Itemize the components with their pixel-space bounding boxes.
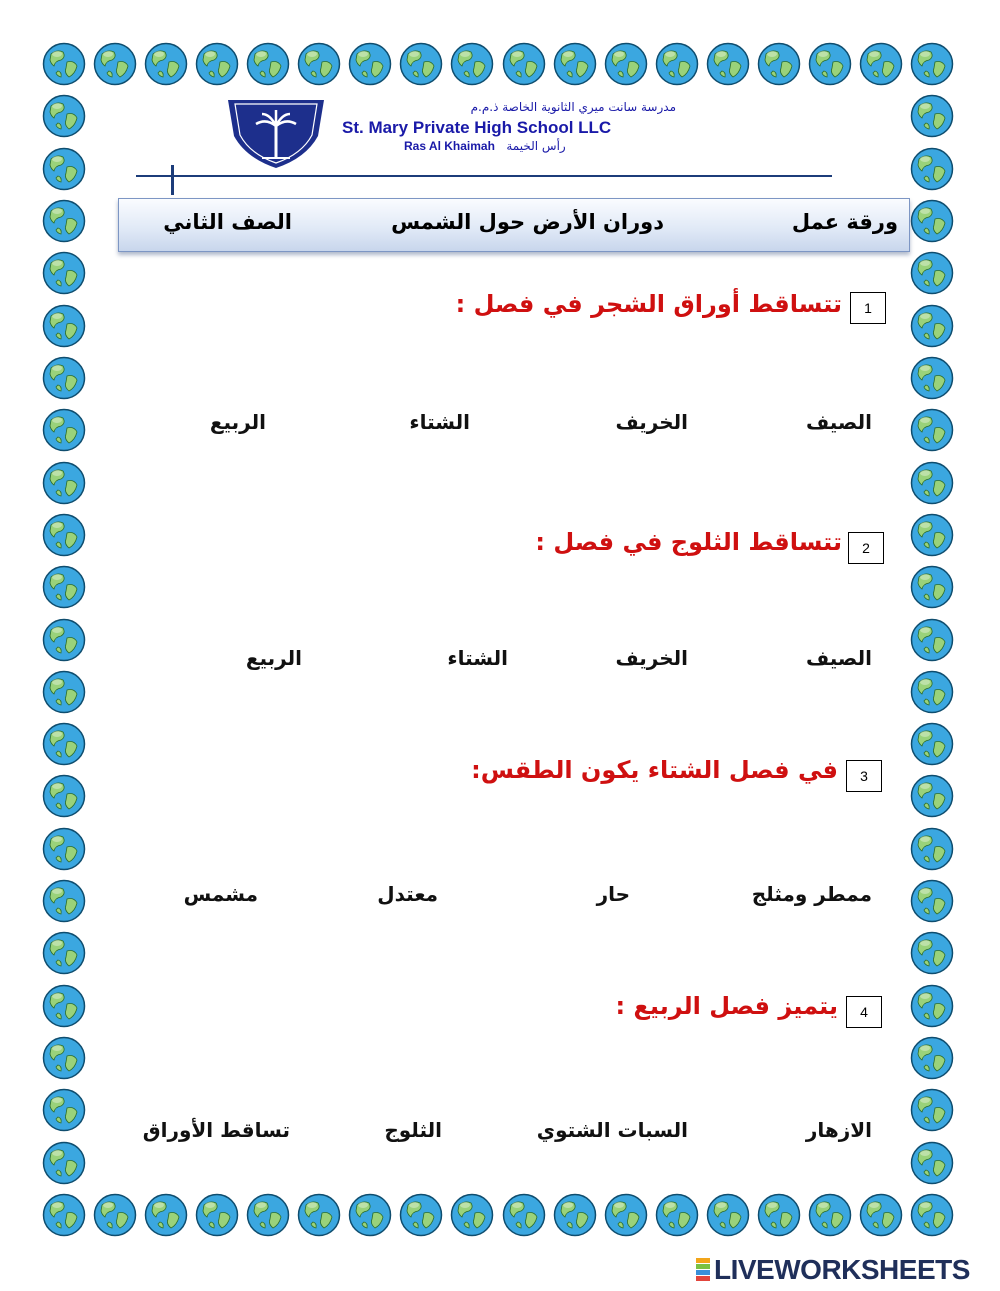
liveworksheets-mark-icon [696,1258,710,1282]
globe-icon [910,42,954,86]
globe-icon [42,827,86,871]
question-1-text: تتساقط أوراق الشجر في فصل : [455,290,842,318]
globe-icon [297,42,341,86]
globe-icon [910,1088,954,1132]
globe-icon [910,618,954,662]
question-1-number: 1 [850,292,886,324]
globe-icon [42,147,86,191]
globe-icon [910,984,954,1028]
globe-icon [655,42,699,86]
globe-icon [246,42,290,86]
question-2-option-4[interactable]: الربيع [245,646,302,670]
globe-icon [910,565,954,609]
question-4-option-1[interactable]: الازهار [805,1118,872,1142]
globe-icon [808,42,852,86]
question-2-option-2[interactable]: الخريف [615,646,688,670]
header-rule [136,175,832,177]
globe-icon [93,42,137,86]
globe-icon [910,356,954,400]
globe-icon [910,1141,954,1185]
globe-icon [910,670,954,714]
globe-icon [910,774,954,818]
header-rule-tick [171,165,174,195]
globe-icon [553,42,597,86]
globe-icon [910,722,954,766]
school-name-arabic: مدرسة سانت ميري الثانوية الخاصة ذ.م.م [470,100,676,114]
globe-icon [42,356,86,400]
globe-icon [195,1193,239,1237]
globe-icon [144,42,188,86]
globe-icon [399,1193,443,1237]
globe-icon [604,1193,648,1237]
globe-icon [757,1193,801,1237]
globe-icon [910,408,954,452]
globe-icon [42,931,86,975]
globe-icon [910,199,954,243]
worksheet-grade: الصف الثاني [163,210,292,234]
globe-icon [195,42,239,86]
globe-icon [348,42,392,86]
question-2-text: تتساقط الثلوج في فصل : [535,528,842,556]
globe-icon [604,42,648,86]
globe-icon [706,1193,750,1237]
globe-icon [910,1193,954,1237]
globe-icon [910,827,954,871]
school-name-english: St. Mary Private High School LLC [342,118,612,137]
globe-icon [910,879,954,923]
school-location-english: Ras Al Khaimah [404,139,495,153]
question-2-number: 2 [848,532,884,564]
globe-icon [859,1193,903,1237]
globe-icon [910,251,954,295]
globe-icon [42,984,86,1028]
question-4-text: يتميز فصل الربيع : [615,992,838,1020]
globe-icon [42,879,86,923]
question-4-number: 4 [846,996,882,1028]
question-1-option-3[interactable]: الشتاء [409,410,470,434]
question-3-option-1[interactable]: ممطر ومثلج [751,882,872,906]
globe-icon [42,670,86,714]
globe-icon [42,251,86,295]
globe-icon [859,42,903,86]
globe-icon [42,199,86,243]
globe-icon [910,931,954,975]
question-1-option-1[interactable]: الصيف [805,410,872,434]
globe-icon [706,42,750,86]
question-1-option-2[interactable]: الخريف [615,410,688,434]
globe-icon [910,147,954,191]
question-3-text: في فصل الشتاء يكون الطقس: [471,756,838,784]
question-1-option-4[interactable]: الربيع [209,410,266,434]
question-4-option-2[interactable]: السبات الشتوي [536,1118,688,1142]
globe-icon [502,1193,546,1237]
globe-icon [808,1193,852,1237]
question-3-number: 3 [846,760,882,792]
globe-icon [42,618,86,662]
globe-icon [297,1193,341,1237]
globe-icon [42,513,86,557]
question-4-option-4[interactable]: تساقط الأوراق [142,1118,290,1142]
question-2-option-3[interactable]: الشتاء [447,646,508,670]
worksheet-topic: دوران الأرض حول الشمس [391,210,664,234]
question-4-option-3[interactable]: الثلوج [384,1118,442,1142]
globe-icon [910,513,954,557]
globe-icon [450,1193,494,1237]
globe-icon [42,1036,86,1080]
globe-icon [42,461,86,505]
globe-icon [348,1193,392,1237]
globe-icon [42,1088,86,1132]
globe-icon [910,304,954,348]
worksheet-label: ورقة عمل [791,210,898,234]
question-2-option-1[interactable]: الصيف [805,646,872,670]
globe-icon [910,461,954,505]
globe-icon [399,42,443,86]
globe-icon [144,1193,188,1237]
globe-icon [42,408,86,452]
school-location-arabic: رأس الخيمة [506,139,566,153]
globe-icon [42,774,86,818]
globe-icon [450,42,494,86]
globe-icon [42,304,86,348]
school-location [404,139,566,153]
globe-icon [757,42,801,86]
globe-icon [42,94,86,138]
liveworksheets-text: LIVEWORKSHEETS [714,1254,970,1285]
globe-icon [246,1193,290,1237]
globe-icon [910,94,954,138]
school-crest [226,96,326,170]
globe-icon [93,1193,137,1237]
globe-icon [553,1193,597,1237]
globe-icon [42,42,86,86]
globe-icon [42,565,86,609]
globe-icon [502,42,546,86]
globe-icon [910,1036,954,1080]
question-3-option-3[interactable]: معتدل [377,882,438,906]
question-3-option-2[interactable]: حار [596,882,630,906]
globe-icon [42,1141,86,1185]
question-3-option-4[interactable]: مشمس [183,882,258,906]
globe-icon [42,1193,86,1237]
globe-icon [42,722,86,766]
globe-icon [655,1193,699,1237]
